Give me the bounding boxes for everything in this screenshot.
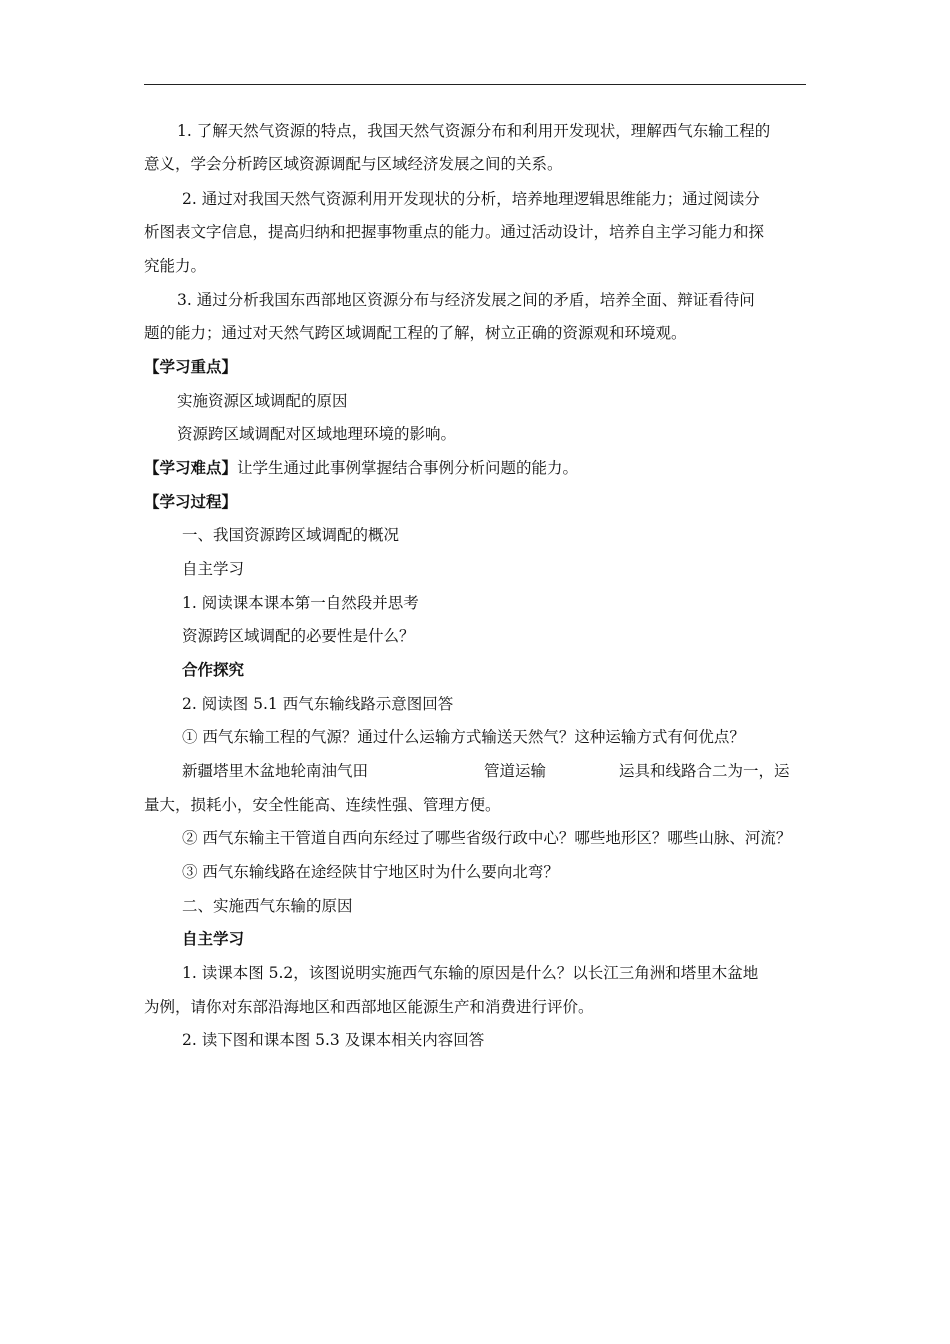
section-1-title: 一、我国资源跨区域调配的概况: [182, 526, 400, 544]
objective-2-line-3: 究能力。: [144, 257, 207, 275]
question-3-line-1: 1. 读课本图 5.2，该图说明实施西气东输的原因是什么？以长江三角洲和塔里木盆地: [182, 964, 759, 982]
objective-1-line-2: 意义，学会分析跨区域资源调配与区域经济发展之间的关系。: [144, 155, 563, 173]
answer-advantages-line-1: 运具和线路合二为一，运: [619, 762, 790, 780]
question-1-sub: 资源跨区域调配的必要性是什么？: [182, 627, 415, 645]
cooperative-inquiry-label: 合作探究: [182, 660, 245, 679]
answer-gas-source: 新疆塔里木盆地轮南油气田: [182, 762, 369, 780]
difficulty-heading: 【学习难点】: [144, 458, 238, 477]
key-point-1: 实施资源区域调配的原因: [177, 392, 348, 410]
question-2: 2. 阅读图 5.1 西气东输线路示意图回答: [182, 695, 454, 713]
key-point-2: 资源跨区域调配对区域地理环境的影响。: [177, 425, 457, 443]
answer-transport-method: 管道运输: [484, 762, 547, 780]
key-points-heading: 【学习重点】: [144, 357, 238, 376]
self-study-label-1: 自主学习: [182, 560, 245, 578]
objective-3-line-1: 3. 通过分析我国东西部地区资源分布与经济发展之间的矛盾，培养全面、辩证看待问: [177, 291, 755, 309]
question-2a: ① 西气东输工程的气源？通过什么运输方式输送天然气？这种运输方式有何优点？: [182, 728, 745, 746]
question-2b: ② 西气东输主干管道自西向东经过了哪些省级行政中心？哪些地形区？哪些山脉、河流？: [182, 829, 792, 847]
self-study-label-2: 自主学习: [182, 929, 245, 948]
question-2c: ③ 西气东输线路在途经陕甘宁地区时为什么要向北弯？: [182, 863, 559, 881]
difficulty-line: [144, 458, 578, 478]
objective-2-line-2: 析图表文字信息，提高归纳和把握事物重点的能力。通过活动设计，培养自主学习能力和探: [144, 223, 765, 241]
question-1: 1. 阅读课本课本第一自然段并思考: [182, 594, 419, 612]
header-rule: [144, 84, 806, 85]
section-2-title: 二、实施西气东输的原因: [182, 897, 353, 915]
difficulty-text: 让学生通过此事例掌握结合事例分析问题的能力。: [237, 459, 579, 477]
question-3-line-2: 为例，请你对东部沿海地区和西部地区能源生产和消费进行评价。: [144, 998, 594, 1016]
question-4: 2. 读下图和课本图 5.3 及课本相关内容回答: [182, 1031, 485, 1049]
objective-1-line-1: 1. 了解天然气资源的特点，我国天然气资源分布和利用开发现状，理解西气东输工程的: [177, 122, 771, 140]
answer-advantages-line-2: 量大，损耗小，安全性能高、连续性强、管理方便。: [144, 796, 501, 814]
process-heading: 【学习过程】: [144, 492, 238, 511]
objective-2-line-1: 2. 通过对我国天然气资源利用开发现状的分析，培养地理逻辑思维能力；通过阅读分: [182, 190, 760, 208]
objective-3-line-2: 题的能力；通过对天然气跨区域调配工程的了解，树立正确的资源观和环境观。: [144, 324, 687, 342]
